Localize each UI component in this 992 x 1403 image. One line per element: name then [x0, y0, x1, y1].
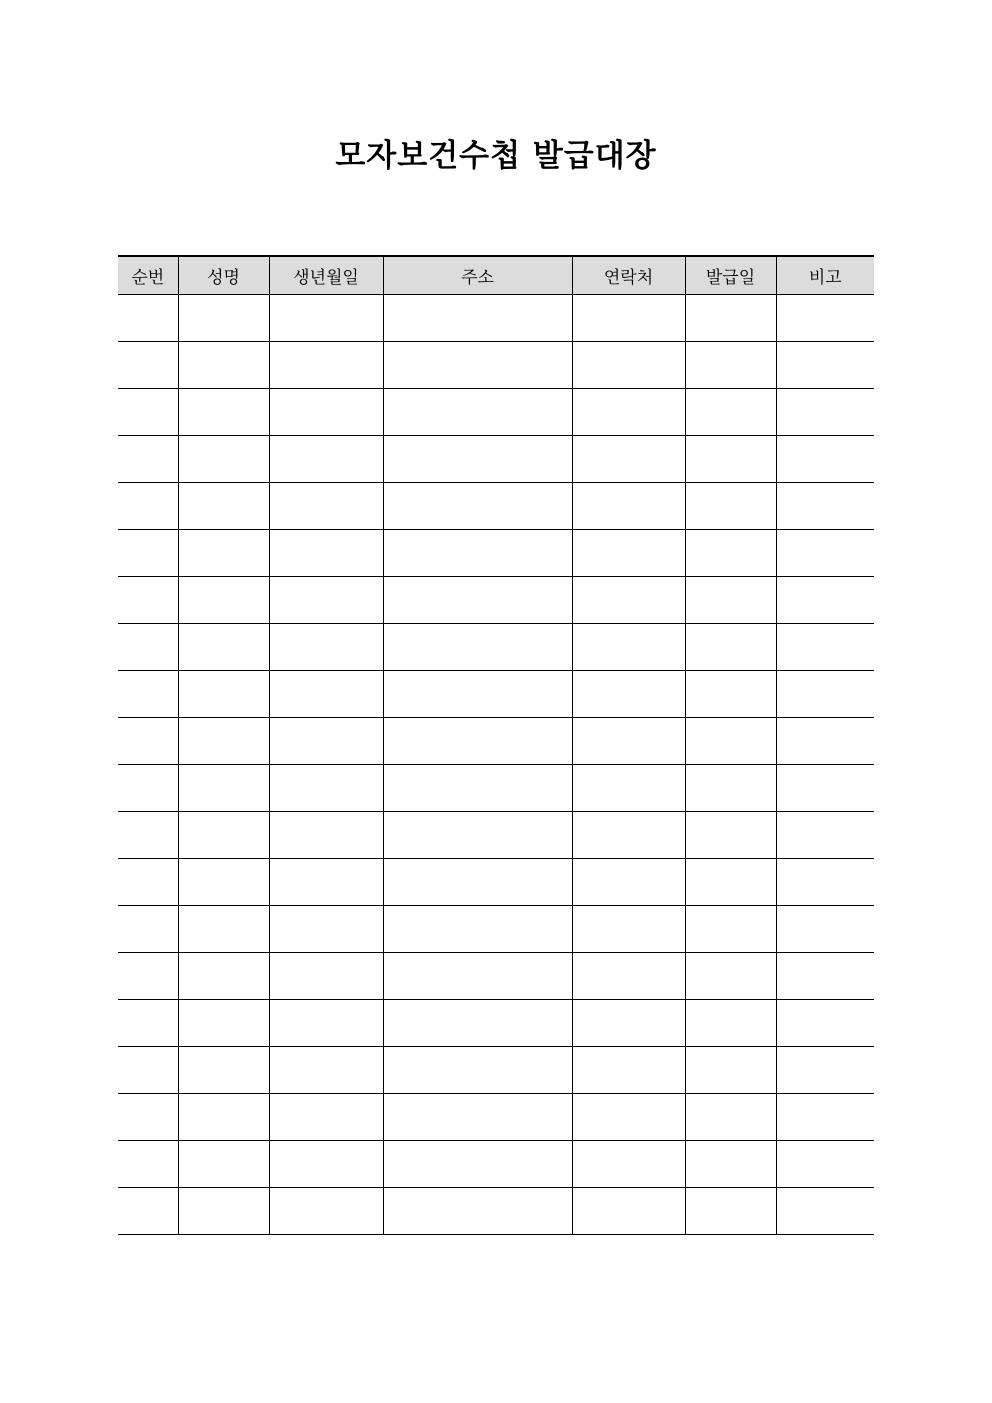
issue-date-cell[interactable] — [685, 483, 776, 530]
address-cell[interactable] — [383, 953, 572, 1000]
address-cell[interactable] — [383, 1188, 572, 1235]
column-header-address: 주소 — [383, 256, 572, 295]
address-cell[interactable] — [383, 812, 572, 859]
contact-cell[interactable] — [572, 577, 685, 624]
table-row — [118, 1047, 874, 1094]
issue-date-cell[interactable] — [685, 671, 776, 718]
serial-cell[interactable] — [118, 718, 178, 765]
birthdate-cell[interactable] — [269, 765, 383, 812]
serial-cell[interactable] — [118, 1141, 178, 1188]
issue-date-cell[interactable] — [685, 295, 776, 342]
issue-date-cell[interactable] — [685, 1141, 776, 1188]
address-cell[interactable] — [383, 483, 572, 530]
name-cell[interactable] — [178, 765, 269, 812]
column-header-serial: 순번 — [118, 256, 178, 295]
address-cell[interactable] — [383, 1047, 572, 1094]
serial-cell[interactable] — [118, 436, 178, 483]
table-row — [118, 812, 874, 859]
table-row — [118, 906, 874, 953]
birthdate-cell[interactable] — [269, 483, 383, 530]
serial-cell[interactable] — [118, 1188, 178, 1235]
table-row — [118, 577, 874, 624]
serial-cell[interactable] — [118, 577, 178, 624]
remarks-cell[interactable] — [776, 859, 874, 906]
address-cell[interactable] — [383, 624, 572, 671]
serial-cell[interactable] — [118, 295, 178, 342]
serial-cell[interactable] — [118, 389, 178, 436]
issue-date-cell[interactable] — [685, 953, 776, 1000]
remarks-cell[interactable] — [776, 483, 874, 530]
serial-cell[interactable] — [118, 1094, 178, 1141]
contact-cell[interactable] — [572, 342, 685, 389]
address-cell[interactable] — [383, 671, 572, 718]
issue-date-cell[interactable] — [685, 624, 776, 671]
contact-cell[interactable] — [572, 953, 685, 1000]
issue-date-cell[interactable] — [685, 1000, 776, 1047]
contact-cell[interactable] — [572, 624, 685, 671]
birthdate-cell[interactable] — [269, 906, 383, 953]
table-row — [118, 342, 874, 389]
table-body — [118, 295, 874, 1235]
table-row — [118, 530, 874, 577]
issue-date-cell[interactable] — [685, 436, 776, 483]
contact-cell[interactable] — [572, 1000, 685, 1047]
birthdate-cell[interactable] — [269, 436, 383, 483]
issue-date-cell[interactable] — [685, 1094, 776, 1141]
issue-date-cell[interactable] — [685, 718, 776, 765]
table-row — [118, 624, 874, 671]
address-cell[interactable] — [383, 530, 572, 577]
table-row — [118, 1094, 874, 1141]
remarks-cell[interactable] — [776, 530, 874, 577]
name-cell[interactable] — [178, 671, 269, 718]
remarks-cell[interactable] — [776, 342, 874, 389]
remarks-cell[interactable] — [776, 436, 874, 483]
address-cell[interactable] — [383, 342, 572, 389]
contact-cell[interactable] — [572, 671, 685, 718]
remarks-cell[interactable] — [776, 812, 874, 859]
name-cell[interactable] — [178, 624, 269, 671]
contact-cell[interactable] — [572, 812, 685, 859]
issue-date-cell[interactable] — [685, 389, 776, 436]
address-cell[interactable] — [383, 1141, 572, 1188]
name-cell[interactable] — [178, 718, 269, 765]
column-header-name: 성명 — [178, 256, 269, 295]
remarks-cell[interactable] — [776, 671, 874, 718]
serial-cell[interactable] — [118, 483, 178, 530]
issue-date-cell[interactable] — [685, 812, 776, 859]
contact-cell[interactable] — [572, 765, 685, 812]
issue-date-cell[interactable] — [685, 530, 776, 577]
name-cell[interactable] — [178, 389, 269, 436]
contact-cell[interactable] — [572, 483, 685, 530]
page-title: 모자보건수첩 발급대장 — [335, 138, 657, 174]
remarks-cell[interactable] — [776, 718, 874, 765]
birthdate-cell[interactable] — [269, 718, 383, 765]
address-cell[interactable] — [383, 859, 572, 906]
birthdate-cell[interactable] — [269, 859, 383, 906]
name-cell[interactable] — [178, 295, 269, 342]
table-row — [118, 765, 874, 812]
contact-cell[interactable] — [572, 389, 685, 436]
name-cell[interactable] — [178, 812, 269, 859]
birthdate-cell[interactable] — [269, 953, 383, 1000]
remarks-cell[interactable] — [776, 906, 874, 953]
birthdate-cell[interactable] — [269, 389, 383, 436]
table-row — [118, 953, 874, 1000]
birthdate-cell[interactable] — [269, 671, 383, 718]
issue-date-cell[interactable] — [685, 906, 776, 953]
name-cell[interactable] — [178, 530, 269, 577]
remarks-cell[interactable] — [776, 1000, 874, 1047]
birthdate-cell[interactable] — [269, 1188, 383, 1235]
birthdate-cell[interactable] — [269, 1141, 383, 1188]
name-cell[interactable] — [178, 1141, 269, 1188]
remarks-cell[interactable] — [776, 295, 874, 342]
birthdate-cell[interactable] — [269, 342, 383, 389]
serial-cell[interactable] — [118, 906, 178, 953]
name-cell[interactable] — [178, 436, 269, 483]
address-cell[interactable] — [383, 295, 572, 342]
table-row — [118, 295, 874, 342]
table-row — [118, 718, 874, 765]
remarks-cell[interactable] — [776, 1094, 874, 1141]
address-cell[interactable] — [383, 1000, 572, 1047]
birthdate-cell[interactable] — [269, 295, 383, 342]
birthdate-cell[interactable] — [269, 577, 383, 624]
table-row — [118, 859, 874, 906]
issue-date-cell[interactable] — [685, 1188, 776, 1235]
contact-cell[interactable] — [572, 436, 685, 483]
table-row — [118, 389, 874, 436]
name-cell[interactable] — [178, 906, 269, 953]
column-header-birthdate: 생년월일 — [269, 256, 383, 295]
birthdate-cell[interactable] — [269, 530, 383, 577]
table-header-row — [118, 256, 874, 295]
address-cell[interactable] — [383, 765, 572, 812]
serial-cell[interactable] — [118, 1000, 178, 1047]
name-cell[interactable] — [178, 577, 269, 624]
contact-cell[interactable] — [572, 859, 685, 906]
address-cell[interactable] — [383, 577, 572, 624]
serial-cell[interactable] — [118, 859, 178, 906]
birthdate-cell[interactable] — [269, 812, 383, 859]
issuance-register-table — [118, 255, 874, 1235]
address-cell[interactable] — [383, 1094, 572, 1141]
serial-cell[interactable] — [118, 812, 178, 859]
issue-date-cell[interactable] — [685, 342, 776, 389]
remarks-cell[interactable] — [776, 577, 874, 624]
address-cell[interactable] — [383, 389, 572, 436]
remarks-cell[interactable] — [776, 953, 874, 1000]
address-cell[interactable] — [383, 718, 572, 765]
issue-date-cell[interactable] — [685, 765, 776, 812]
name-cell[interactable] — [178, 953, 269, 1000]
table-row — [118, 483, 874, 530]
address-cell[interactable] — [383, 436, 572, 483]
serial-cell[interactable] — [118, 953, 178, 1000]
name-cell[interactable] — [178, 342, 269, 389]
table-row — [118, 1188, 874, 1235]
contact-cell[interactable] — [572, 1047, 685, 1094]
birthdate-cell[interactable] — [269, 624, 383, 671]
contact-cell[interactable] — [572, 718, 685, 765]
address-cell[interactable] — [383, 906, 572, 953]
contact-cell[interactable] — [572, 1094, 685, 1141]
serial-cell[interactable] — [118, 342, 178, 389]
remarks-cell[interactable] — [776, 624, 874, 671]
issue-date-cell[interactable] — [685, 859, 776, 906]
contact-cell[interactable] — [572, 295, 685, 342]
birthdate-cell[interactable] — [269, 1094, 383, 1141]
issue-date-cell[interactable] — [685, 1047, 776, 1094]
name-cell[interactable] — [178, 483, 269, 530]
remarks-cell[interactable] — [776, 1141, 874, 1188]
remarks-cell[interactable] — [776, 1188, 874, 1235]
column-header-issue-date: 발급일 — [685, 256, 776, 295]
serial-cell[interactable] — [118, 530, 178, 577]
name-cell[interactable] — [178, 859, 269, 906]
remarks-cell[interactable] — [776, 1047, 874, 1094]
name-cell[interactable] — [178, 1094, 269, 1141]
birthdate-cell[interactable] — [269, 1000, 383, 1047]
column-header-contact: 연락처 — [572, 256, 685, 295]
name-cell[interactable] — [178, 1047, 269, 1094]
contact-cell[interactable] — [572, 530, 685, 577]
contact-cell[interactable] — [572, 1141, 685, 1188]
column-header-remarks: 비고 — [776, 256, 874, 295]
issue-date-cell[interactable] — [685, 577, 776, 624]
contact-cell[interactable] — [572, 906, 685, 953]
name-cell[interactable] — [178, 1000, 269, 1047]
contact-cell[interactable] — [572, 1188, 685, 1235]
serial-cell[interactable] — [118, 1047, 178, 1094]
name-cell[interactable] — [178, 1188, 269, 1235]
remarks-cell[interactable] — [776, 765, 874, 812]
serial-cell[interactable] — [118, 671, 178, 718]
table-row — [118, 671, 874, 718]
serial-cell[interactable] — [118, 765, 178, 812]
table-row — [118, 1141, 874, 1188]
serial-cell[interactable] — [118, 624, 178, 671]
table-row — [118, 436, 874, 483]
birthdate-cell[interactable] — [269, 1047, 383, 1094]
remarks-cell[interactable] — [776, 389, 874, 436]
table-row — [118, 1000, 874, 1047]
